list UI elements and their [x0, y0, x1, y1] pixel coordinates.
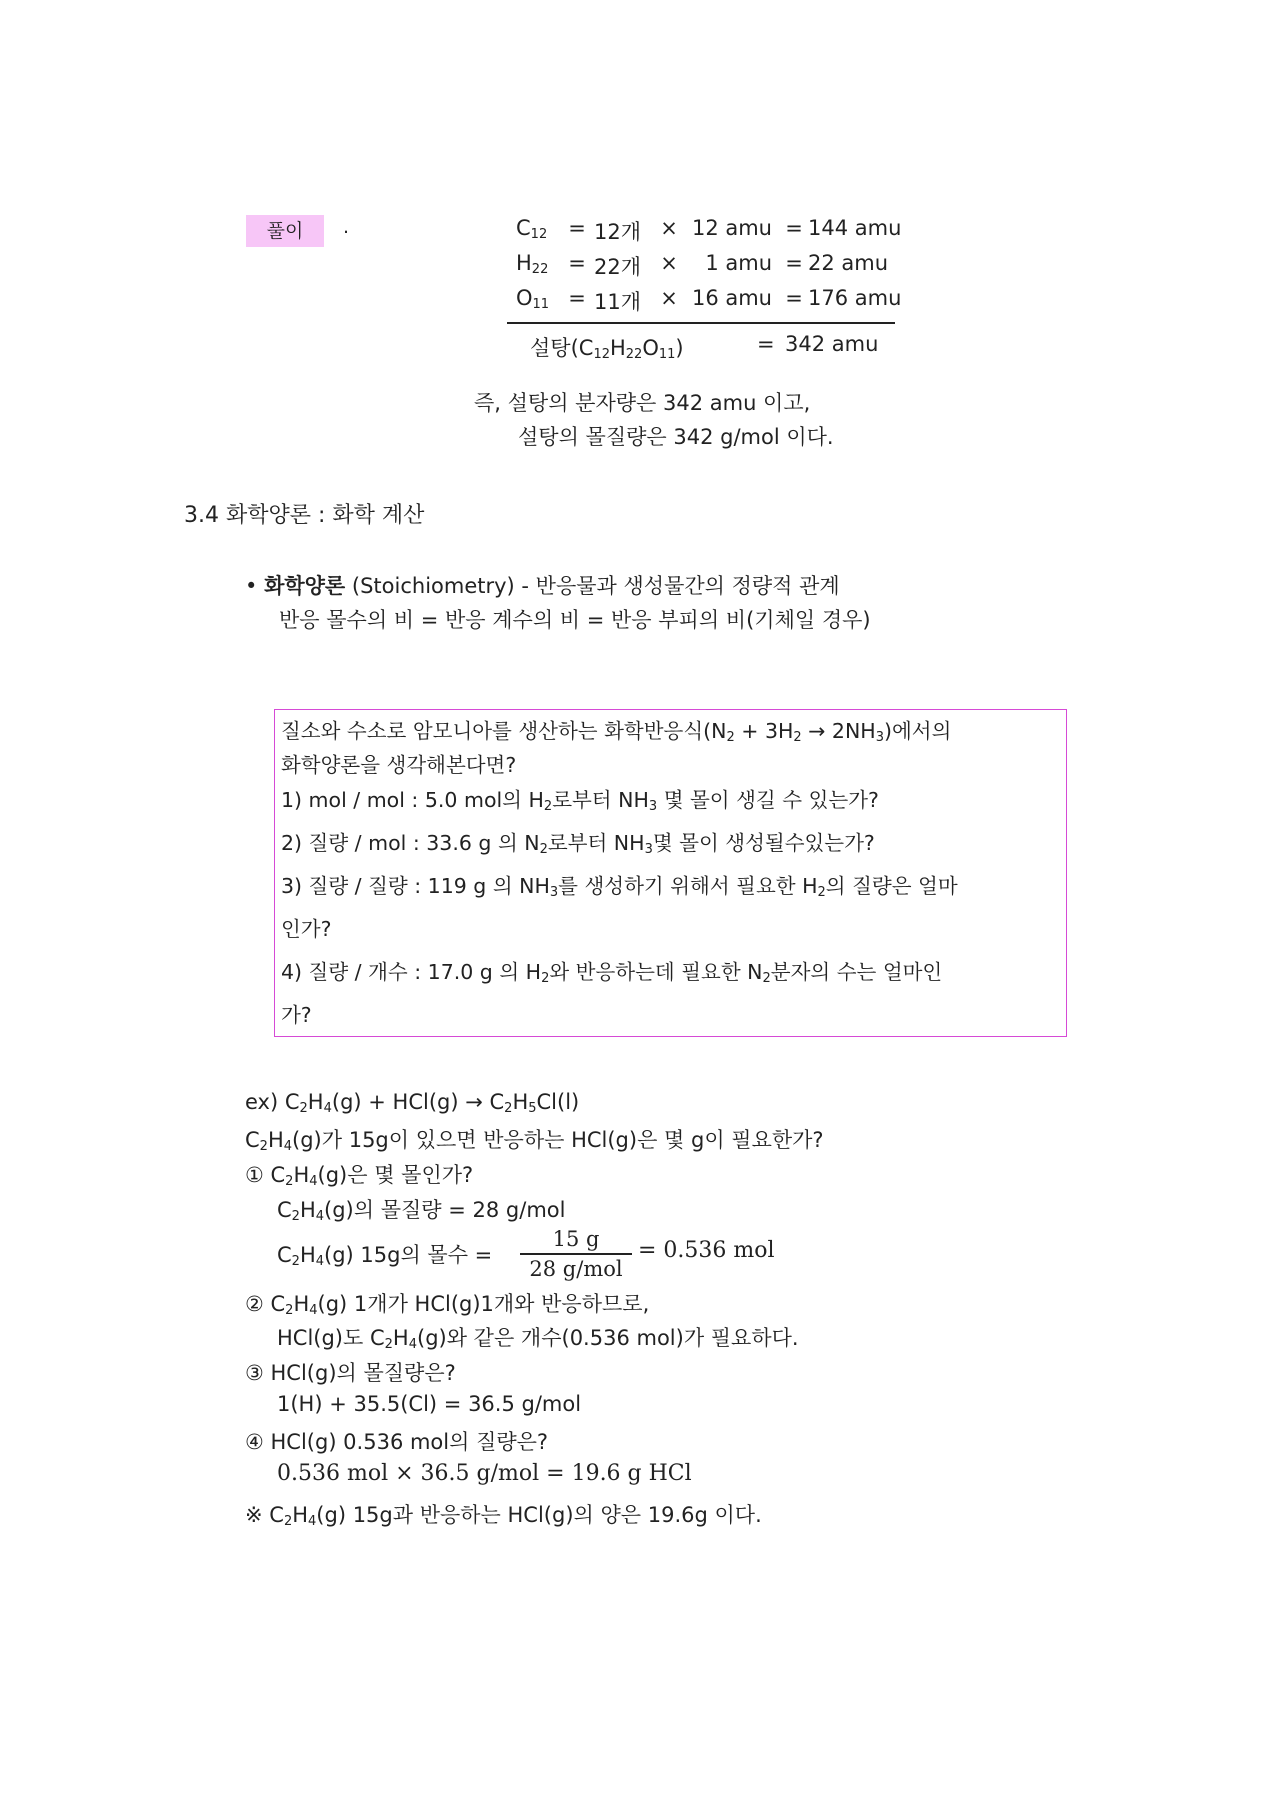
question-1: 1) mol / mol : 5.0 mol의 $H_2$로부터 $NH_3$ 몇 몰이 생길 수 있는가?	[281, 788, 879, 814]
step-1: ① $C_2H_4(g)$은 몇 몰인가?	[245, 1163, 474, 1189]
step-2-cont: HCl(g)도 $C_2H_4(g)$와 같은 개수(0.536 mol)가 필요하다.	[277, 1326, 799, 1352]
bullet-definition: • 화학양론 (Stoichiometry) - 반응물과 생성물간의 정량적 관계	[245, 574, 840, 598]
bullet-ratio-line: 반응 몰수의 비 = 반응 계수의 비 = 반응 부피의 비(기체일 경우)	[279, 608, 871, 632]
step-1-molar-mass: $C_2H_4(g)$의 몰질량 = 28 g/mol	[277, 1198, 566, 1224]
example-equation: ex) $C_2H_4(g) + HCl(g) \to C_2H_5Cl(l)$	[245, 1090, 580, 1116]
question-intro-1: 질소와 수소로 암모니아를 생산하는 화학반응식$(N_2 + 3H_2 \to 2NH_3)$에서의	[281, 719, 952, 745]
step-4-calc: 0.536 mol × 36.5 g/mol = 19.6 g HCl	[277, 1461, 692, 1486]
moles-fraction	[520, 1226, 632, 1282]
fraction-bar	[520, 1253, 632, 1255]
question-4-cont: 가?	[281, 1003, 312, 1027]
question-3-cont: 인가?	[281, 917, 332, 941]
solution-dot: .	[343, 216, 350, 238]
section-title: 3.4 화학양론 : 화학 계산	[184, 503, 425, 528]
solution-tag: 풀이	[246, 215, 324, 247]
question-2: 2) 질량 / mol : 33.6 g 의 $N_2$로부터 $NH_3$몇 몰이 생성될수있는가?	[281, 831, 875, 857]
fraction-denominator: 28 g/mol	[529, 1256, 623, 1281]
fraction-result: = 0.536 mol	[638, 1238, 775, 1263]
question-4: 4) 질량 / 개수 : 17.0 g 의 $H_2$와 반응하는데 필요한 $N_2$분자의 수는 얼마인	[281, 960, 943, 986]
calc-row-hydrogen: $H_{22}$ = 22개 × 1 amu = 22 amu	[516, 251, 889, 279]
step-1-moles: $C_2H_4(g)$ 15g의 몰수 =	[277, 1243, 493, 1269]
example-note: ※ $C_2H_4(g)$ 15g과 반응하는 HCl(g)의 양은 19.6g 이다.	[245, 1503, 762, 1529]
fraction-numerator: 15 g	[552, 1227, 600, 1251]
calc-total: 설탕$(C_{12}H_{22}O_{11})$ = 342 amu	[530, 332, 879, 362]
step-3: ③ HCl(g)의 몰질량은?	[245, 1361, 456, 1385]
conclusion-line-1: 즉, 설탕의 분자량은 342 amu 이고,	[474, 391, 811, 415]
example-question: $C_2H_4(g)$가 15g이 있으면 반응하는 HCl(g)은 몇 g이 필요한가?	[245, 1128, 824, 1154]
calc-row-oxygen: $O_{11}$ = 11개 × 16 amu = 176 amu	[516, 286, 902, 314]
step-2: ② $C_2H_4(g)$ 1개가 HCl(g)1개와 반응하므로,	[245, 1292, 650, 1318]
step-4: ④ HCl(g) 0.536 mol의 질량은?	[245, 1430, 549, 1454]
calc-row-carbon: $C_{12}$ = 12개 × 12 amu = 144 amu	[516, 216, 902, 244]
sum-rule	[507, 322, 895, 324]
question-3: 3) 질량 / 질량 : 119 g 의 $NH_3$를 생성하기 위해서 필요한 $H_2$의 질량은 얼마	[281, 874, 958, 900]
step-3-cont: 1(H) + 35.5(Cl) = 36.5 g/mol	[277, 1392, 582, 1416]
question-intro-2: 화학양론을 생각해본다면?	[281, 753, 517, 777]
question-box	[274, 709, 1067, 1037]
conclusion-line-2: 설탕의 몰질량은 342 g/mol 이다.	[518, 425, 834, 449]
